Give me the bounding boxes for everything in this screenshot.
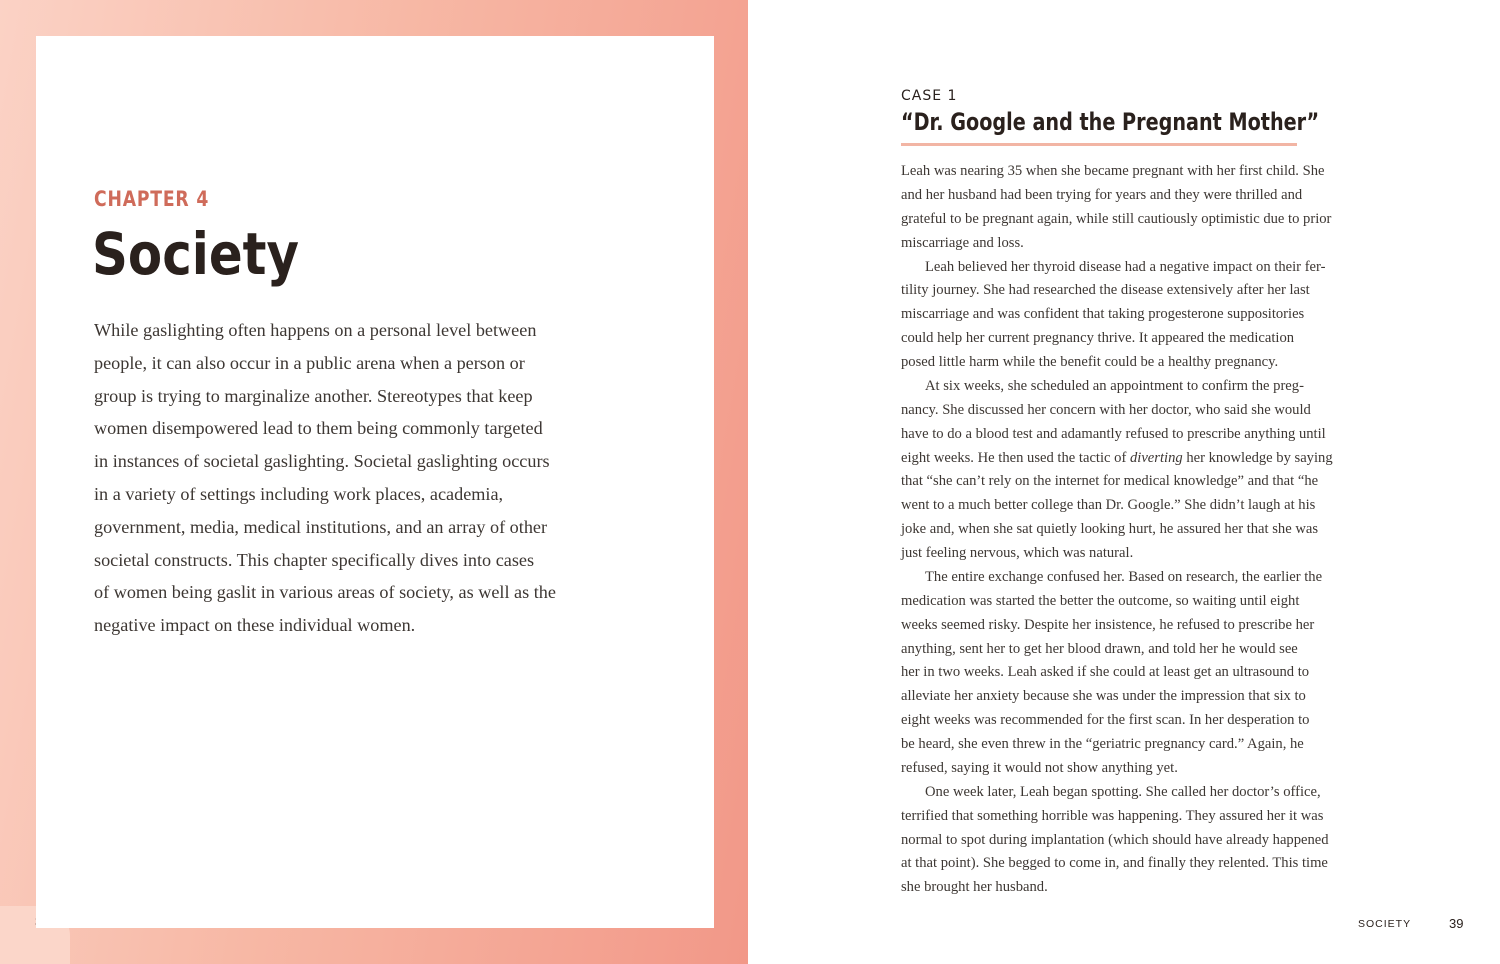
intro-line: While gaslighting often happens on a personal level between xyxy=(94,320,537,340)
body-line: miscarriage and loss. xyxy=(901,234,1024,251)
intro-line: people, it can also occur in a public arena when a person or xyxy=(94,352,525,373)
chapter-intro-paragraph xyxy=(94,314,614,642)
body-line: terrified that something horrible was happening. They assured her it was xyxy=(901,807,1324,824)
body-line: The entire exchange confused her. Based on research, the earlier the xyxy=(925,568,1323,585)
body-line: just feeling nervous, which was natural. xyxy=(901,545,1134,561)
body-line: at that point). She begged to come in, and finally they relented. This time xyxy=(901,855,1328,872)
case-title-underline xyxy=(901,143,1297,146)
body-line: she brought her husband. xyxy=(901,879,1048,896)
body-line: and her husband had been trying for years and they were thrilled and xyxy=(901,186,1303,203)
body-line: eight weeks. He then used the tactic of diverting her knowledge by saying xyxy=(901,449,1333,466)
body-line: went to a much better college than Dr. Google.” She didn’t laugh at his xyxy=(901,497,1316,514)
intro-line: women disempowered lead to them being commonly targeted xyxy=(94,418,543,439)
body-line: weeks seemed risky. Despite her insistence, he refused to prescribe her xyxy=(901,616,1315,633)
body-line: her in two weeks. Leah asked if she could at least get an ultrasound to xyxy=(901,664,1310,681)
intro-line: in instances of societal gaslighting. Societal gaslighting occurs xyxy=(94,451,550,472)
body-line: be heard, she even threw in the “geriatric pregnancy card.” Again, he xyxy=(901,736,1304,752)
body-line: posed little harm while the benefit could be a healthy pregnancy. xyxy=(901,354,1279,370)
case-title: “Dr. Google and the Pregnant Mother” xyxy=(901,108,1320,136)
intro-line: societal constructs. This chapter specifically dives into cases xyxy=(94,549,535,570)
chapter-title: Society xyxy=(92,220,300,288)
body-line: alleviate her anxiety because she was under the impression that six to xyxy=(901,688,1306,705)
body-line: miscarriage and was confident that taking progesterone suppositories xyxy=(901,306,1305,323)
body-line: anything, sent her to get her blood drawn, and told her he would see xyxy=(901,640,1298,657)
page-number-right: 39 xyxy=(1449,916,1464,931)
body-line: have to do a blood test and adamantly refused to prescribe anything until xyxy=(901,425,1326,442)
body-line: medication was started the better the outcome, so waiting until eight xyxy=(901,592,1300,609)
body-line: normal to spot during implantation (which should have already happened xyxy=(901,831,1329,848)
running-head: SOCIETY xyxy=(1358,918,1412,930)
body-line: refused, saying it would not show anything yet. xyxy=(901,759,1178,776)
body-line: Leah was nearing 35 when she became pregnant with her first child. She xyxy=(901,163,1325,179)
body-line: Leah believed her thyroid disease had a negative impact on their fer- xyxy=(925,258,1326,275)
body-line: One week later, Leah began spotting. She called her doctor’s office, xyxy=(925,783,1321,800)
intro-line: of women being gaslit in various areas of society, as well as the xyxy=(94,582,556,603)
body-line: tility journey. She had researched the disease extensively after her last xyxy=(901,282,1310,299)
intro-line: government, media, medical institutions, and an array of other xyxy=(94,516,548,537)
intro-line: group is trying to marginalize another. Stereotypes that keep xyxy=(94,385,533,406)
body-line: grateful to be pregnant again, while still cautiously optimistic due to prior xyxy=(901,210,1332,227)
body-line: could help her current pregnancy thrive. It appeared the medication xyxy=(901,330,1295,347)
body-line: that “she can’t rely on the internet for medical knowledge” and that “he xyxy=(901,473,1319,490)
body-line: nancy. She discussed her concern with her doctor, who said she would xyxy=(901,401,1311,418)
chapter-label: CHAPTER 4 xyxy=(94,187,210,211)
body-line: eight weeks was recommended for the first scan. In her desperation to xyxy=(901,712,1310,729)
intro-line: in a variety of settings including work places, academia, xyxy=(94,483,504,504)
intro-line: negative impact on these individual women. xyxy=(94,615,416,636)
case-body-text xyxy=(901,160,1421,900)
case-label: CASE 1 xyxy=(901,88,958,104)
body-line: joke and, when she sat quietly looking hurt, he assured her that she was xyxy=(901,521,1319,538)
body-line: At six weeks, she scheduled an appointment to confirm the preg- xyxy=(925,377,1304,394)
